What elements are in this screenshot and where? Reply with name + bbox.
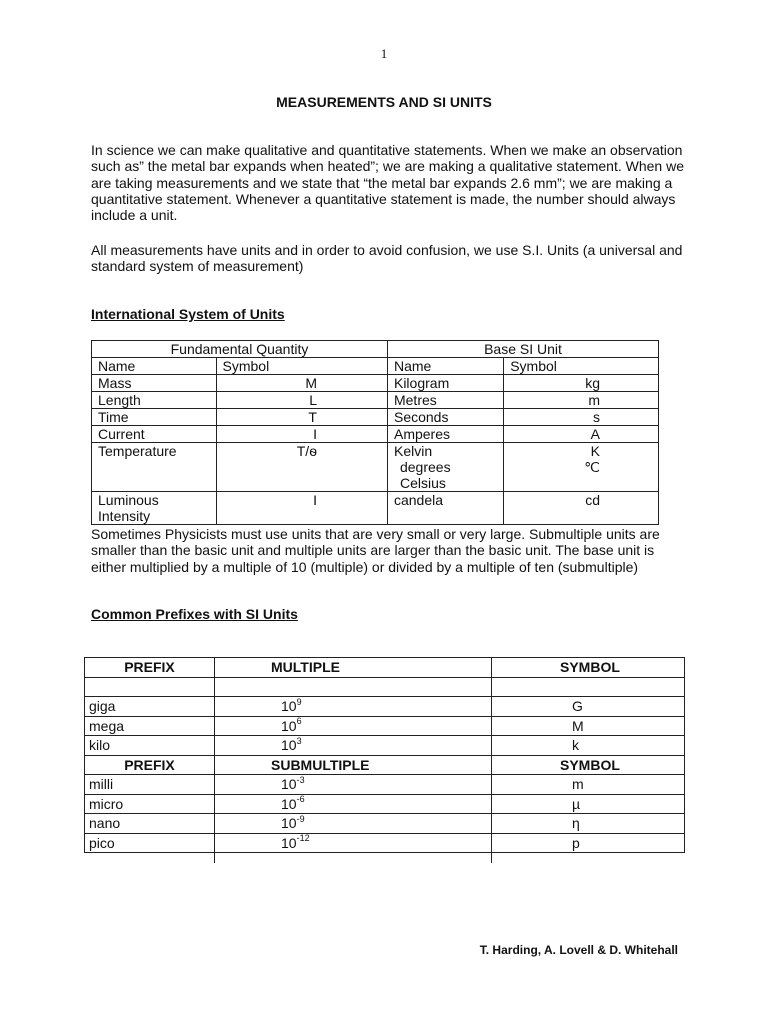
unit-symbol-secondary: ℃ (584, 459, 600, 475)
quantity-name: Current (92, 426, 217, 443)
international-units-heading: International System of Units (91, 306, 285, 322)
quantity-name: Time (92, 409, 217, 426)
page-title: MEASUREMENTS AND SI UNITS (276, 94, 492, 110)
power-exponent: -3 (296, 774, 305, 785)
empty-cell (492, 677, 685, 697)
empty-cell (85, 677, 215, 697)
power-exponent: 9 (296, 696, 302, 707)
quantity-name: Temperature (92, 443, 217, 492)
table-tail-row (85, 853, 685, 864)
prefix-header: PREFIX (85, 658, 215, 678)
table-row (92, 409, 659, 426)
prefix-name: micro (85, 794, 215, 814)
table-row (85, 833, 685, 853)
unit-name-primary: Kelvin (393, 443, 433, 459)
unit-name: candela (387, 492, 503, 525)
fundamental-quantity-header: Fundamental Quantity (92, 341, 388, 358)
quantity-name-header: Name (92, 358, 217, 375)
prefix-symbol: p (492, 833, 685, 853)
prefix-value (215, 736, 492, 756)
power-base: 10 (281, 834, 297, 851)
empty-cell (85, 853, 215, 864)
prefix-name: kilo (85, 736, 215, 756)
prefix-symbol: M (492, 716, 685, 736)
unit-name (387, 443, 503, 492)
prefix-symbol: m (492, 775, 685, 795)
multiple-header-row (85, 658, 685, 678)
table-row (85, 736, 685, 756)
power-exponent: -12 (296, 833, 310, 844)
quantity-symbol: L (216, 392, 387, 409)
prefix-symbol: k (492, 736, 685, 756)
unit-name: Metres (387, 392, 503, 409)
power-exponent: 6 (296, 716, 302, 727)
prefix-name: nano (85, 814, 215, 834)
prefix-name: giga (85, 697, 215, 717)
unit-symbol: m (504, 392, 659, 409)
prefix-value (215, 833, 492, 853)
prefix-table (84, 657, 685, 863)
si-units-table (91, 340, 659, 525)
power-base: 10 (281, 815, 297, 832)
submultiple-paragraph: Sometimes Physicists must use units that are very small or very large. Submultiple units are smaller than the basic unit and multiple units are larger than the basic unit. The base unit is either multiplied by a multiple of 10 (multiple) or divided by a multiple of ten (submultiple) (91, 526, 660, 575)
unit-name: Kilogram (387, 375, 503, 392)
quantity-symbol: I (216, 426, 387, 443)
unit-symbol: kg (504, 375, 659, 392)
prefix-name: milli (85, 775, 215, 795)
prefix-symbol: η (492, 814, 685, 834)
table-row (92, 443, 659, 492)
intro-paragraph: In science we can make qualitative and quantitative statements. When we make an observation such as” the metal bar expands when heated”; we are making a qualitative statement. When we are taking measurements and we state that “the metal bar expands 2.6 mm”; we are making a quantitative statement. Whenever a quantitative statement is made, the number should always include a unit. (91, 142, 684, 224)
empty-cell (492, 853, 685, 864)
table-row (92, 392, 659, 409)
prefixes-heading: Common Prefixes with SI Units (91, 606, 298, 622)
unit-name-secondary: degrees Celsius (399, 459, 451, 491)
prefix-value (215, 814, 492, 834)
quantity-name: Length (92, 392, 217, 409)
quantity-symbol-header: Symbol (216, 358, 387, 375)
base-si-unit-header: Base SI Unit (387, 341, 658, 358)
prefix-value (215, 794, 492, 814)
empty-row (85, 677, 685, 697)
table-row (92, 492, 659, 525)
quantity-symbol: T/ѳ (216, 443, 387, 492)
prefix-symbol: G (492, 697, 685, 717)
table-row (85, 814, 685, 834)
unit-symbol-primary: K (590, 443, 600, 459)
power-base: 10 (281, 698, 297, 715)
quantity-symbol: M (216, 375, 387, 392)
power-base: 10 (281, 776, 297, 793)
prefix-name: mega (85, 716, 215, 736)
table-column-header-row (92, 358, 659, 375)
prefix-symbol: µ (492, 794, 685, 814)
quantity-name: Mass (92, 375, 217, 392)
power-base: 10 (281, 737, 297, 754)
power-exponent: -9 (296, 813, 305, 824)
table-row (92, 375, 659, 392)
table-group-header-row (92, 341, 659, 358)
empty-cell (215, 677, 492, 697)
table-row (92, 426, 659, 443)
multiple-header: MULTIPLE (215, 658, 492, 678)
unit-symbol (504, 443, 659, 492)
units-paragraph: All measurements have units and in order to avoid confusion, we use S.I. Units (a universal and standard system of measurement) (91, 242, 683, 275)
unit-symbol: cd (504, 492, 659, 525)
prefix-value (215, 775, 492, 795)
unit-symbol: A (504, 426, 659, 443)
page-number: 1 (380, 46, 388, 61)
unit-name-header: Name (387, 358, 503, 375)
power-base: 10 (281, 717, 297, 734)
symbol-header: SYMBOL (492, 658, 685, 678)
unit-name: Amperes (387, 426, 503, 443)
table-row (85, 697, 685, 717)
power-base: 10 (281, 795, 297, 812)
unit-symbol-header: Symbol (504, 358, 659, 375)
table-row (85, 794, 685, 814)
table-row (85, 716, 685, 736)
power-exponent: 3 (296, 735, 302, 746)
quantity-symbol: I (216, 492, 387, 525)
submultiple-header-row (85, 755, 685, 775)
symbol-header: SYMBOL (492, 755, 685, 775)
prefix-name: pico (85, 833, 215, 853)
prefix-header: PREFIX (85, 755, 215, 775)
submultiple-header: SUBMULTIPLE (215, 755, 492, 775)
authors-footer: T. Harding, A. Lovell & D. Whitehall (479, 943, 678, 957)
unit-name: Seconds (387, 409, 503, 426)
power-exponent: -6 (296, 794, 305, 805)
quantity-name: Luminous Intensity (92, 492, 217, 525)
quantity-symbol: T (216, 409, 387, 426)
prefix-value (215, 716, 492, 736)
unit-symbol: s (504, 409, 659, 426)
empty-cell (215, 853, 492, 864)
prefix-value (215, 697, 492, 717)
table-row (85, 775, 685, 795)
